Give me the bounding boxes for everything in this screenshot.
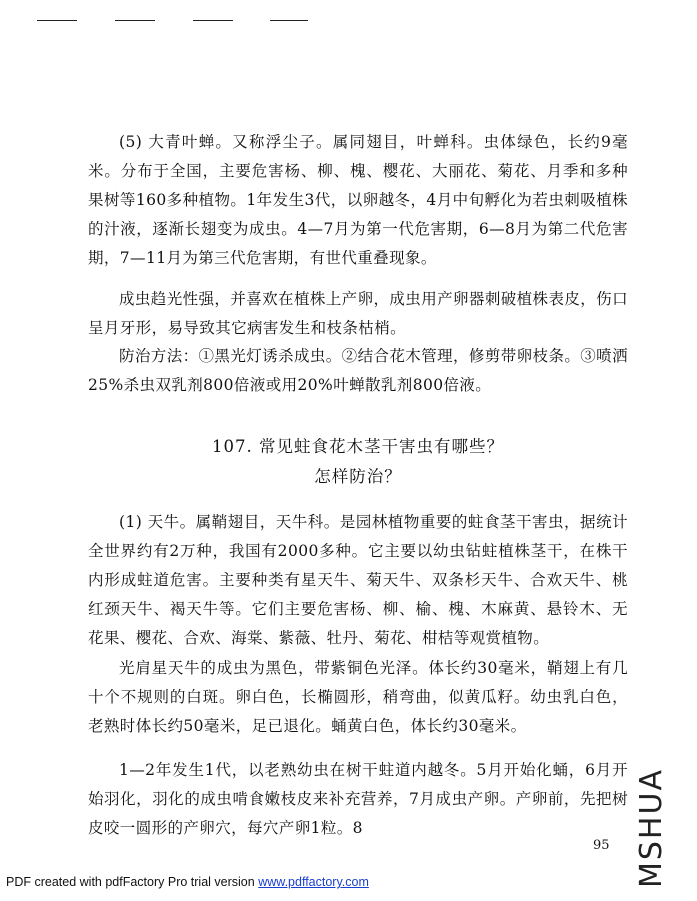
- paragraph-leafhopper-intro: (5) 大青叶蝉。又称浮尘子。属同翅目，叶蝉科。虫体绿色，长约9毫米。分布于全国，主要危害杨、柳、槐、樱花、大丽花、菊花、月季和多种果树等160多种植物。1年发生3代，以卵越冬，4月中旬孵化为若虫刺吸植株的汁液，逐渐长翅变为成虫。4—7月为第一代危害期，6—8月为第二代危害期，7—11月为第三代危害期，有世代重叠现象。: [88, 133, 628, 267]
- paragraph-longhorn-intro: (1) 天牛。属鞘翅目，天牛科。是园林植物重要的蛀食茎干害虫，据统计全世界约有2万种，我国有2000多种。它主要以幼虫钻蛀植株茎干，在株干内形成蛀道危害。主要种类有星天牛、菊天牛、双条杉天牛、合欢天牛、桃红颈天牛、褐天牛等。它们主要危害杨、柳、榆、槐、木麻黄、悬铃木、无花果、樱花、合欢、海棠、紫薇、牡丹、菊花、柑桔等观赏植物。: [88, 513, 628, 647]
- header-rule-1: [37, 20, 77, 21]
- pdf-footer: [6, 875, 369, 889]
- paragraph-longhorn-lifecycle: 1—2年发生1代，以老熟幼虫在树干蛀道内越冬。5月开始化蛹，6月开始羽化，羽化的成虫啃食嫩枝皮来补充营养，7月成虫产卵。产卵前，先把树皮咬一圆形的产卵穴，每穴产卵1粒。8: [88, 761, 628, 837]
- section-heading-line1: 107. 常见蛀食花木茎干害虫有哪些？: [212, 437, 504, 456]
- section-heading: [88, 432, 628, 492]
- header-rule-3: [193, 20, 233, 21]
- header-rule-2: [115, 20, 155, 21]
- paragraph-leafhopper-behavior: 成虫趋光性强，并喜欢在植株上产卵，成虫用产卵器刺破植株表皮，伤口呈月牙形，易导致其它病害发生和枝条枯梢。: [88, 290, 628, 337]
- watermark-text: MSHUA: [634, 768, 669, 888]
- footer-link[interactable]: www.pdffactory.com: [258, 875, 369, 889]
- page-number: 95: [593, 838, 610, 853]
- paragraph-longhorn-description: 光肩星天牛的成虫为黑色，带紫铜色光泽。体长约30毫米，鞘翅上有几十个不规则的白斑。卵白色，长椭圆形，稍弯曲，似黄瓜籽。幼虫乳白色，老熟时体长约50毫米，足已退化。蛹黄白色，体长约30毫米。: [88, 659, 628, 735]
- section-heading-line2: 怎样防治？: [314, 467, 402, 486]
- footer-prefix: PDF created with pdfFactory Pro trial version: [6, 875, 259, 889]
- paragraph-leafhopper-control: 防治方法：①黑光灯诱杀成虫。②结合花木管理，修剪带卵枝条。③喷洒25%杀虫双乳剂800倍液或用20%叶蝉散乳剂800倍液。: [88, 347, 628, 394]
- watermark: [634, 768, 674, 888]
- header-rule-4: [270, 20, 308, 21]
